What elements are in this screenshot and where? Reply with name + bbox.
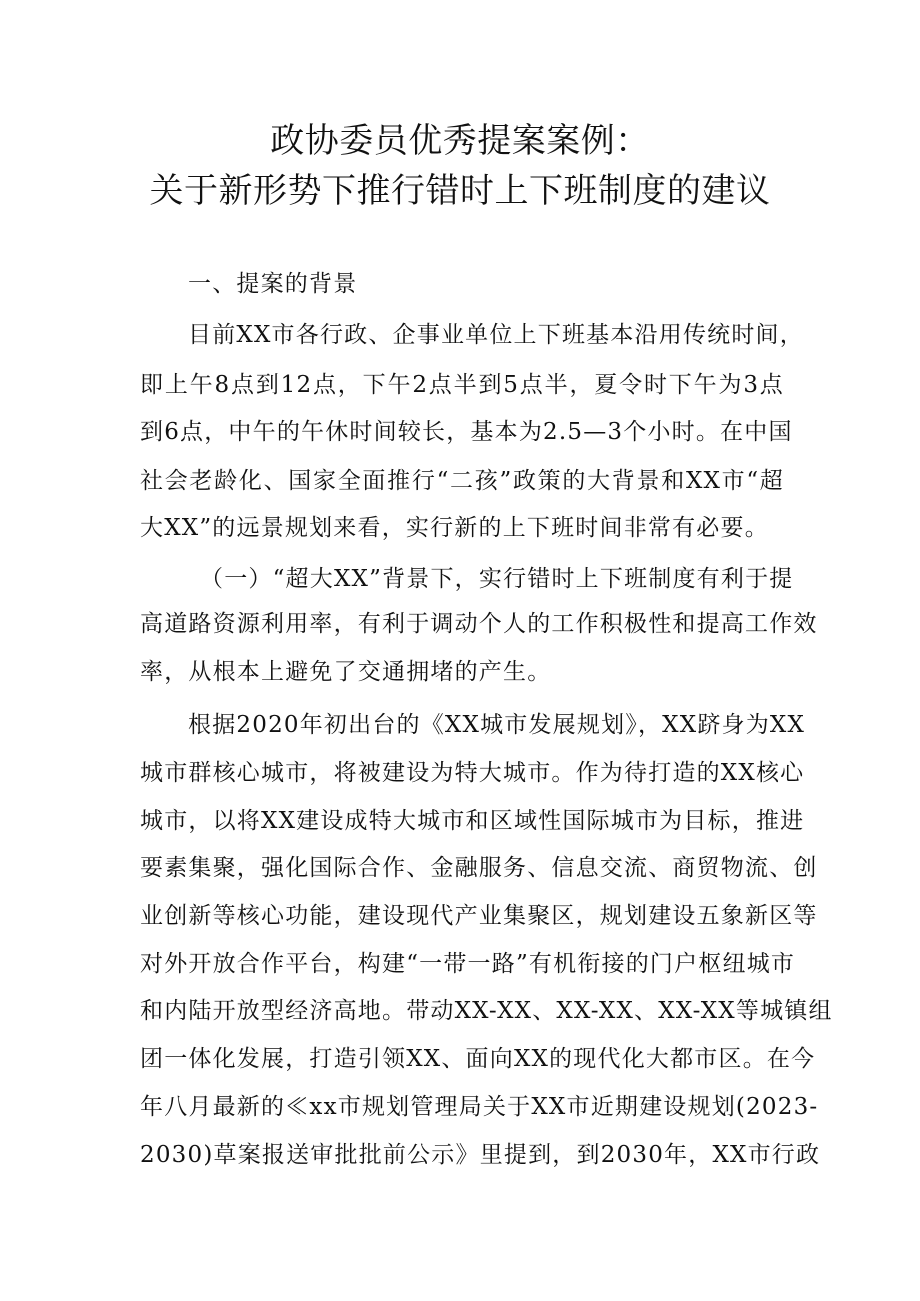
document-title-line-2: 关于新形势下推行错时上下班制度的建议 bbox=[149, 171, 771, 211]
body-text-line: 根据2020年初出台的《XX城市发展规划》，XX跻身为XX bbox=[188, 712, 806, 738]
body-text-line: 和内陆开放型经济高地。带动XX-XX、XX-XX、XX-XX等城镇组 bbox=[140, 998, 833, 1024]
body-text-line: 城市群核心城市，将被建设为特大城市。作为待打造的XX核心 bbox=[140, 760, 805, 786]
body-text-line: 团一体化发展，打造引领XX、面向XX的现代化大都市区。在今 bbox=[140, 1046, 816, 1072]
body-text-line: 大XX”的远景规划来看，实行新的上下班时间非常有必要。 bbox=[140, 515, 769, 541]
body-text-line: 到6点，中午的午休时间较长，基本为2.5—3个小时。在中国 bbox=[140, 419, 793, 445]
document-title-line-1: 政协委员优秀提案案例： bbox=[270, 121, 650, 161]
body-text-line: 业创新等核心功能，建设现代产业集聚区，规划建设五象新区等 bbox=[140, 903, 818, 929]
subsection-line: （一）“超大XX”背景下，实行错时上下班制度有利于提 bbox=[200, 566, 794, 592]
body-text-line: 目前XX市各行政、企事业单位上下班基本沿用传统时间， bbox=[188, 322, 804, 348]
body-text-line: 社会老龄化、国家全面推行“二孩”政策的大背景和XX市“超 bbox=[140, 468, 784, 494]
section-heading: 一、提案的背景 bbox=[188, 271, 358, 297]
body-text-line: 对外开放合作平台，构建“一带一路”有机衔接的门户枢纽城市 bbox=[140, 951, 796, 977]
body-text-line: 即上午8点到12点，下午2点半到5点半，夏令时下午为3点 bbox=[140, 372, 784, 398]
body-text-line: 高道路资源利用率，有利于调动个人的工作积极性和提高工作效 bbox=[140, 611, 818, 637]
body-text-line: 城市，以将XX建设成特大城市和区域性国际城市为目标，推进 bbox=[140, 808, 805, 834]
body-text-line: 年八月最新的≪xx市规划管理局关于XX市近期建设规划(2023- bbox=[140, 1094, 819, 1120]
body-text-line: 率，从根本上避免了交通拥堵的产生。 bbox=[140, 659, 552, 685]
body-text-line: 要素集聚，强化国际合作、金融服务、信息交流、商贸物流、创 bbox=[140, 855, 818, 881]
body-text-line: 2030)草案报送审批批前公示》里提到，到2030年，XX市行政 bbox=[140, 1142, 821, 1168]
